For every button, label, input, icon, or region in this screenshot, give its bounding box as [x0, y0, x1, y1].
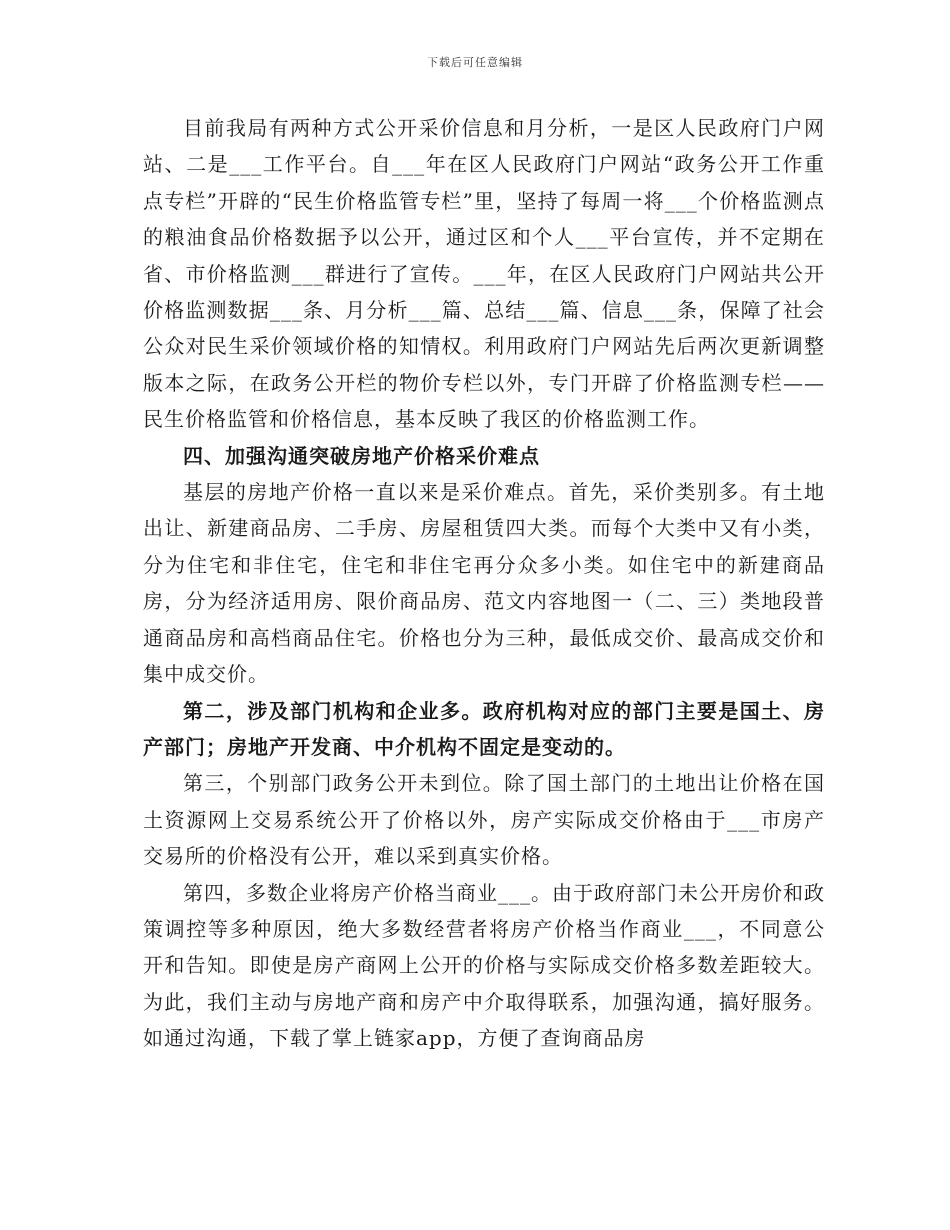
- paragraph-second-point: 第二，涉及部门机构和企业多。政府机构对应的部门主要是国土、房产部门；房地产开发商、中介机构不固定是变动的。: [143, 698, 825, 759]
- paragraph-third-point: 第三，个别部门政务公开未到位。除了国土部门的土地出让价格在国土资源网上交易系统公开了价格以外，房产实际成交价格由于___市房产交易所的价格没有公开，难以采到真实价格。: [143, 771, 825, 869]
- paragraph-real-estate-difficulty: 基层的房地产价格一直以来是采价难点。首先，采价类别多。有土地出让、新建商品房、二手房、房屋租赁四大类。而每个大类中又有小类，分为住宅和非住宅，住宅和非住宅再分众多小类。如住宅中的新建商品房，分为经济适用房、限价商品房、范文内容地图一（二、三）类地段普通商品房和高档商品住宅。价格也分为三种，最低成交价、最高成交价和集中成交价。: [143, 480, 825, 687]
- section-heading-real-estate: 四、加强沟通突破房地产价格采价难点: [183, 443, 540, 468]
- paragraph-fourth-point: 第四，多数企业将房产价格当商业___。由于政府部门未公开房价和政策调控等多种原因，绝大多数经营者将房产价格当作商业___，不同意公开和告知。即使是房产商网上公开的价格与实际成交价格多数差距较大。为此，我们主动与房地产商和房产中介取得联系，加强沟通，搞好服务。如通过沟通，下载了掌上链家app，方便了查询商品房: [143, 880, 825, 1051]
- paragraph-price-info-disclosure: 目前我局有两种方式公开采价信息和月分析，一是区人民政府门户网站、二是___工作平台。自___年在区人民政府门户网站“政务公开工作重点专栏”开辟的“民生价格监管专栏”里，坚持了每周一将___个价格监测点的粮油食品价格数据予以公开，通过区和个人___平台宣传，并不定期在省、市价格监测___群进行了宣传。___年，在区人民政府门户网站共公开价格监测数据___条、月分析___篇、总结___篇、信息___条，保障了社会公众对民生采价领域价格的知情权。利用政府门户网站先后两次更新调整版本之际，在政务公开栏的物价专栏以外，专门开辟了价格监测专栏——民生价格监管和价格信息，基本反映了我区的价格监测工作。: [143, 116, 825, 432]
- page-header: 下载后可任意编辑: [427, 56, 523, 69]
- document-body: [143, 110, 825, 1057]
